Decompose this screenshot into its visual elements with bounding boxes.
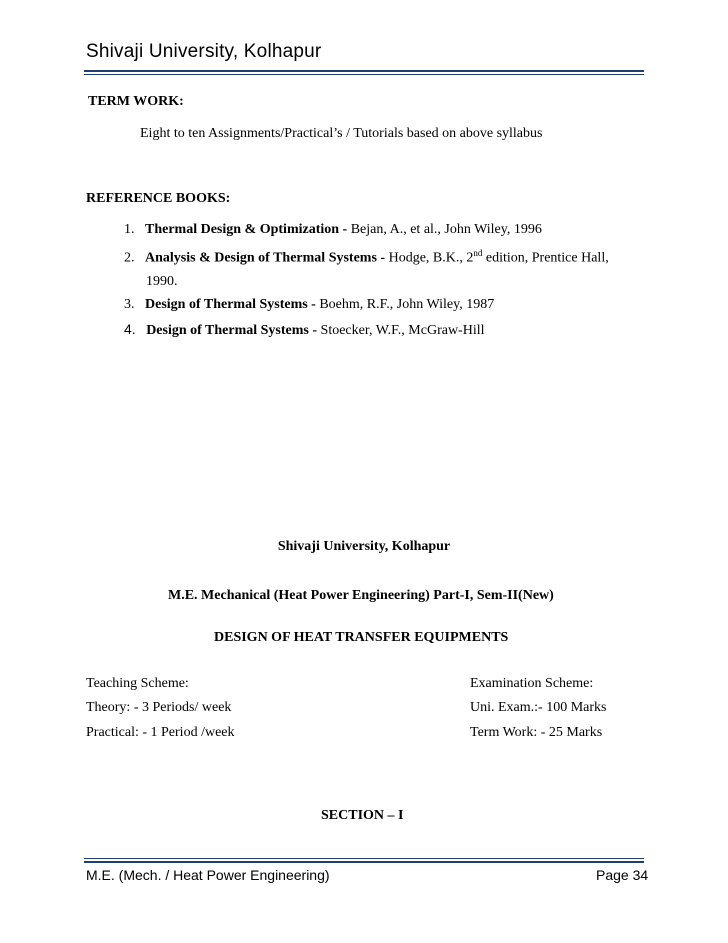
header-rule-thin xyxy=(84,74,644,75)
reference-books-heading: REFERENCE BOOKS: xyxy=(86,191,231,206)
page-header-title: Shivaji University, Kolhapur xyxy=(86,41,322,62)
teaching-practical: Practical: - 1 Period /week xyxy=(86,725,235,740)
book-details: Boehm, R.F., John Wiley, 1987 xyxy=(315,297,495,312)
reference-book-item xyxy=(124,248,609,267)
book-details-cont: edition, Prentice Hall, xyxy=(482,250,609,266)
header-rule xyxy=(84,70,644,72)
superscript: nd xyxy=(473,248,483,258)
examination-scheme-heading: Examination Scheme: xyxy=(470,676,594,691)
reference-book-item xyxy=(124,297,494,313)
term-work-text: Eight to ten Assignments/Practical’s / Tutorials based on above syllabus xyxy=(140,126,543,141)
book-title: Analysis & Design of Thermal Systems - xyxy=(145,250,386,266)
reference-book-item xyxy=(124,222,542,238)
reference-book-continuation: 1990. xyxy=(146,274,178,289)
course-university: Shivaji University, Kolhapur xyxy=(277,539,451,554)
item-number: 3. xyxy=(124,297,135,312)
page-number: Page 34 xyxy=(596,867,649,883)
examination-term-work: Term Work: - 25 Marks xyxy=(470,725,603,740)
book-title: Thermal Design & Optimization - xyxy=(145,222,348,237)
book-details: Stoecker, W.F., McGraw-Hill xyxy=(317,323,485,338)
teaching-theory: Theory: - 3 Periods/ week xyxy=(86,700,232,715)
book-title: Design of Thermal Systems - xyxy=(146,323,318,338)
book-details: Hodge, B.K., 2 xyxy=(385,250,474,266)
footer-rule-thin xyxy=(84,858,644,859)
teaching-scheme-heading: Teaching Scheme: xyxy=(86,676,189,691)
section-heading: SECTION – I xyxy=(321,808,404,823)
book-title: Design of Thermal Systems - xyxy=(145,297,316,312)
footer-rule xyxy=(84,861,644,863)
reference-book-item xyxy=(124,321,485,339)
item-number: 1. xyxy=(124,222,135,237)
course-subject: DESIGN OF HEAT TRANSFER EQUIPMENTS xyxy=(214,630,509,645)
book-details: Bejan, A., et al., John Wiley, 1996 xyxy=(347,222,542,237)
examination-uni-exam: Uni. Exam.:- 100 Marks xyxy=(470,700,607,715)
item-number: 4. xyxy=(124,321,136,337)
footer-left-text: M.E. (Mech. / Heat Power Engineering) xyxy=(86,867,330,883)
item-number: 2. xyxy=(124,250,135,266)
course-program: M.E. Mechanical (Heat Power Engineering) Part-I, Sem-II(New) xyxy=(168,588,554,603)
term-work-heading: TERM WORK: xyxy=(88,94,184,109)
